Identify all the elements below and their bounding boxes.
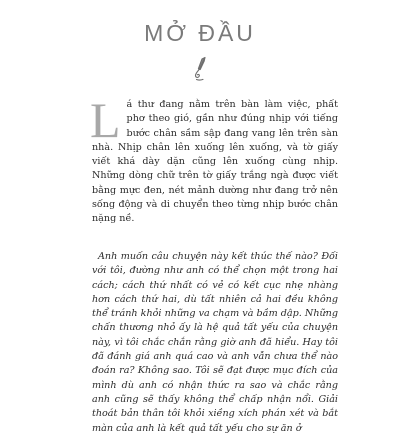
- letter-paragraph-text: Anh muốn câu chuyện này kết thúc thế nào? Đối với tôi, đường như anh có thể chọn một trong hai cách; cách thứ nhất có vẻ có kết cục nhẹ nhàng hơn cách thứ hai, dù tất nhiên cả hai đều không thể tránh khỏi những va chạm và bầm dập. Những chấn thương nhỏ ấy là hệ quả tất yếu của chuyện này, vì tôi chắc chắn rằng giờ anh đã hiểu. Hay tôi đã đánh giá anh quá cao và anh vẫn chưa thể nào đoán ra? Không sao. Tôi sẽ đạt được mục đích của mình dù anh có nhận thức ra sao và chắc rằng anh cũng sẽ thấy không thể chấp nhận nổi. Giải thoát bản thân tôi khỏi xiềng xích phán xét và bắt màn của anh là kết quả tất yếu cho sự ăn ở: [92, 251, 338, 434]
- chapter-title: MỞ ĐẦU: [144, 20, 256, 46]
- drop-cap-letter: L: [90, 92, 121, 148]
- opening-paragraph: [90, 92, 338, 227]
- quill-pen-icon: [188, 56, 212, 82]
- letter-paragraph: [92, 250, 338, 436]
- opening-paragraph-text: á thư đang nằm trên bàn làm việc, phất phơ theo gió, gần như đúng nhịp với tiếng bước chân sầm sập đang vang lên trên sàn nhà. Nhịp chân lên xuống lên xuống, và tờ giấy viết khá dày dặn cũng lên xuống cùng nhịp. Những dòng chữ trên tờ giấy trắng ngà được viết bằng mực đen, nét mảnh dường như đang trở nên sống động và di chuyển theo từng nhịp bước chân nặng nề.: [92, 99, 338, 225]
